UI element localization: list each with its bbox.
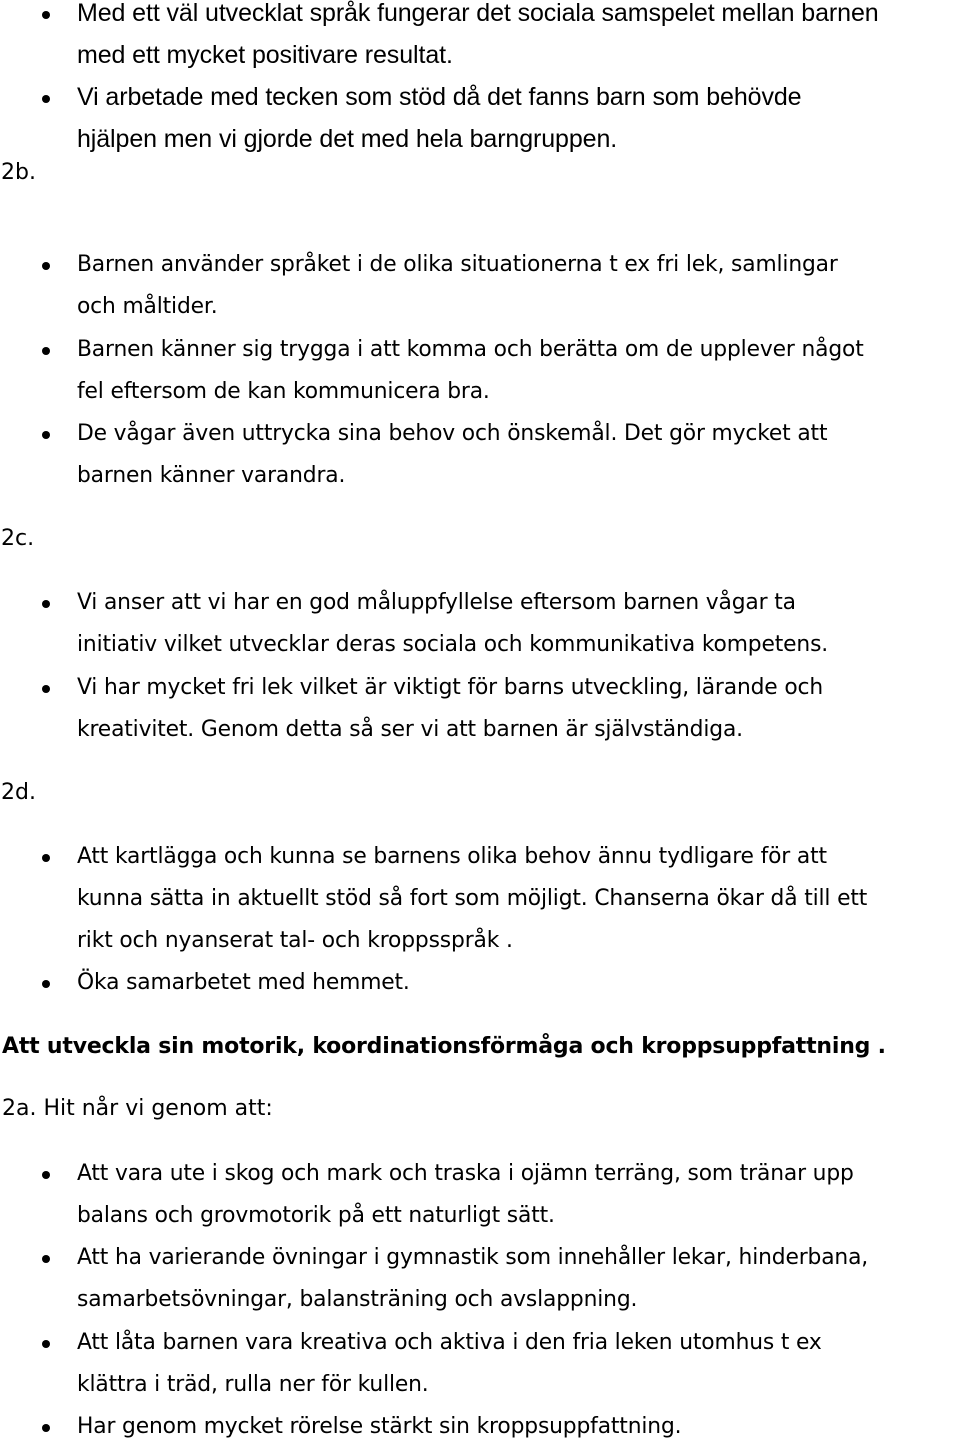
list-item: Vi har mycket fri lek vilket är viktigt för barns utveckling, lärande och kreativitet. Genom detta så ser vi att barnen är självständiga.: [77, 675, 824, 742]
list-item: Barnen använder språket i de olika situationerna t ex fri lek, samlingar och måltider.: [77, 252, 838, 319]
bullet-icon: [42, 431, 50, 439]
bullet-icon: [42, 1255, 50, 1263]
section-label-2b: 2b.: [1, 160, 36, 185]
section-label-2c: 2c.: [1, 526, 35, 551]
section-subheading: 2a. Hit når vi genom att:: [2, 1096, 273, 1121]
bullet-icon: [42, 1424, 50, 1432]
list-item: Barnen känner sig trygga i att komma och berätta om de upplever något fel eftersom de kan kommunicera bra.: [77, 337, 864, 404]
bullet-icon: [42, 1340, 50, 1348]
bullet-icon: [42, 685, 50, 693]
list-item: Öka samarbetet med hemmet.: [77, 970, 410, 995]
list-item: Att kartlägga och kunna se barnens olika behov ännu tydligare för att kunna sätta in aktuellt stöd så fort som möjligt. Chanserna ökar då till ett rikt och nyanserat tal- och kroppsspråk .: [77, 844, 868, 953]
list-item: Att vara ute i skog och mark och traska i ojämn terräng, som tränar upp balans och grovmotorik på ett naturligt sätt.: [77, 1161, 854, 1228]
section-label-2d: 2d.: [1, 780, 36, 805]
bullet-icon: [42, 95, 50, 103]
list-item: Vi arbetade med tecken som stöd då det fanns barn som behövde hjälpen men vi gjorde det med hela barngruppen.: [77, 83, 802, 153]
section-heading: Att utveckla sin motorik, koordinationsförmåga och kroppsuppfattning .: [2, 1034, 886, 1059]
list-item: Med ett väl utvecklat språk fungerar det sociala samspelet mellan barnen med ett mycket positivare resultat.: [77, 0, 879, 69]
list-item: Vi anser att vi har en god måluppfyllelse eftersom barnen vågar ta initiativ vilket utvecklar deras sociala och kommunikativa kompetens.: [77, 590, 829, 657]
bullet-icon: [42, 347, 50, 355]
bullet-icon: [42, 262, 50, 270]
list-item: Att låta barnen vara kreativa och aktiva i den fria leken utomhus t ex klättra i träd, rulla ner för kullen.: [77, 1330, 822, 1397]
bullet-icon: [42, 854, 50, 862]
bullet-icon: [42, 600, 50, 608]
list-item: Har genom mycket rörelse stärkt sin kroppsuppfattning.: [77, 1414, 682, 1439]
bullet-icon: [42, 1171, 50, 1179]
bullet-icon: [42, 980, 50, 988]
list-item: Att ha varierande övningar i gymnastik som innehåller lekar, hinderbana, samarbetsövningar, balansträning och avslappning.: [77, 1245, 869, 1312]
list-item: De vågar även uttrycka sina behov och önskemål. Det gör mycket att barnen känner varandra.: [77, 421, 828, 488]
bullet-icon: [42, 11, 50, 19]
